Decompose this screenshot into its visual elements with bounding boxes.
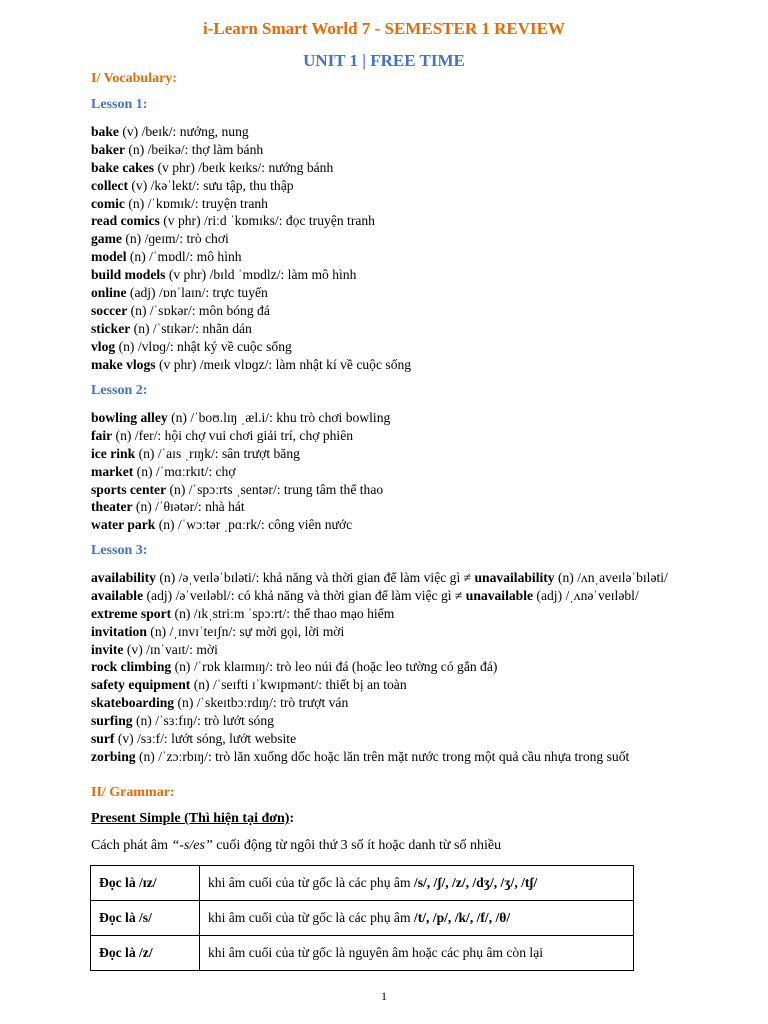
vocab-antonym: unavailable (465, 587, 534, 603)
vocab-word: sports center (91, 481, 167, 497)
vocab-definition: (n) /ˈsɜːfɪŋ/: trò lướt sóng (132, 713, 274, 729)
vocab-definition: (n) /ˈrɒk klaɪmɪŋ/: trò leo núi đá (hoặc leo tường có gắn đá) (171, 659, 498, 675)
vocab-entry (91, 516, 390, 534)
vocab-word: soccer (91, 302, 128, 318)
pronunciation-table (90, 865, 634, 971)
vocab-word: build models (91, 267, 166, 283)
vocab-word: make vlogs (91, 356, 156, 372)
vocab-word: bowling alley (91, 410, 168, 425)
vocab-entry (91, 409, 390, 427)
vocab-entry (91, 230, 411, 248)
vocab-antonym-definition: (adj) /ˌʌnəˈveɪləbl/ (533, 587, 639, 603)
table-cell-label: Đọc là /ɪz/ (91, 866, 200, 901)
lesson-2-heading: Lesson 2: (91, 383, 148, 398)
vocab-definition: (n) /ˈwɔːtər ˌpɑːrk/: công viên nước (155, 517, 353, 533)
vocab-entry (91, 730, 668, 748)
vocab-definition: (v) /kəˈlekt/: sưu tập, thu thập (127, 177, 294, 193)
vocab-definition: (n) /ˈspɔːrts ˌsentər/: trung tâm thể thao (166, 481, 384, 497)
vocab-word: sticker (91, 320, 131, 336)
vocab-definition: (n) /ˈboʊ.lɪŋ ˌæl.i/: khu trò chơi bowling (167, 410, 391, 425)
vocab-word: available (91, 587, 144, 603)
vocab-word: comic (91, 195, 125, 211)
vocab-word: fair (91, 427, 113, 443)
table-cell-label: Đọc là /s/ (91, 901, 200, 936)
vocab-word: safety equipment (91, 677, 191, 693)
vocab-word: read comics (91, 213, 160, 229)
vocab-entry (91, 266, 411, 284)
vocab-word: model (91, 249, 127, 265)
vocab-definition: (n) /ˈkɒmɪk/: truyện tranh (124, 195, 268, 211)
vocab-word: theater (91, 499, 133, 515)
unit-title: UNIT 1 | FREE TIME (303, 51, 465, 70)
table-cell-rule: khi âm cuối của từ gốc là các phụ âm /t/, /p/, /k/, /f/, /θ/ (200, 901, 634, 936)
vocab-word: water park (91, 517, 156, 533)
vocab-word: online (91, 285, 127, 301)
vocab-definition: (n) /ˈsɒkər/: môn bóng đá (127, 302, 270, 318)
vocab-entry (91, 569, 668, 587)
vocab-entry (91, 159, 411, 177)
vocab-entry (91, 463, 390, 481)
table-cell-rule: khi âm cuối của từ gốc là nguyên âm hoặc các phụ âm còn lại (200, 936, 634, 971)
vocab-entry (91, 498, 390, 516)
vocab-entry (91, 284, 411, 302)
vocab-entry (91, 195, 411, 213)
vocab-entry (91, 587, 668, 605)
vocab-entry (91, 445, 390, 463)
vocab-word: skateboarding (91, 695, 175, 711)
lesson-1-heading: Lesson 1: (91, 97, 148, 112)
vocab-entry (91, 356, 411, 374)
lesson-3-heading: Lesson 3: (91, 543, 148, 558)
vocab-definition: (v phr) /beɪk keɪks/: nướng bánh (154, 159, 334, 175)
lesson-2-word-list (91, 409, 390, 534)
vocab-word: bake (91, 124, 119, 139)
vocab-entry (91, 676, 668, 694)
grammar-description: Cách phát âm “-s/es” cuối động từ ngôi thứ 3 số ít hoặc danh từ số nhiều (91, 838, 502, 853)
vocab-word: collect (91, 177, 128, 193)
vocab-word: game (91, 231, 122, 247)
vocab-definition: (n) /ˌɪnvɪˈteɪʃn/: sự mời gọi, lời mời (146, 623, 345, 639)
vocab-word: invitation (91, 623, 147, 639)
vocab-word: zorbing (91, 748, 136, 764)
vocab-definition: (n) /ɡeɪm/: trò chơi (121, 231, 229, 247)
vocab-definition: (n) /vlɒɡ/: nhật ký về cuộc sống (115, 338, 292, 354)
vocab-entry (91, 212, 411, 230)
vocab-entry (91, 123, 411, 141)
vocab-definition: (v phr) /riːd ˈkɒmɪks/: đọc truyện tranh (159, 213, 375, 229)
vocab-entry (91, 641, 668, 659)
vocab-definition: (n) /ˈmɒdl/: mô hình (126, 249, 242, 265)
page-number: 1 (381, 989, 387, 1003)
vocab-definition: (n) /ˈmɑːrkɪt/: chợ (133, 463, 236, 479)
table-row (91, 936, 634, 971)
vocab-entry (91, 141, 411, 159)
grammar-topic-title: Present Simple (Thì hiện tại đơn) (91, 811, 290, 826)
document-title: i-Learn Smart World 7 - SEMESTER 1 REVIEW (203, 19, 565, 38)
vocab-entry (91, 481, 390, 499)
vocab-entry (91, 748, 668, 766)
vocab-antonym: unavailability (474, 570, 555, 585)
vocab-definition: (n) /ˈaɪs ˌrɪŋk/: sân trượt băng (135, 445, 300, 461)
vocab-definition: (v) /ɪnˈvaɪt/: mời (123, 641, 218, 657)
vocab-word: invite (91, 641, 124, 657)
vocab-entry (91, 302, 411, 320)
vocab-entry (91, 427, 390, 445)
vocab-word: rock climbing (91, 659, 172, 675)
vocab-entry (91, 623, 668, 641)
vocab-definition: (adj) /ɒnˈlaɪn/: trực tuyến (126, 285, 268, 301)
vocab-definition: (n) /ˈstɪkər/: nhãn dán (130, 320, 252, 336)
grammar-topic: Present Simple (Thì hiện tại đơn): (91, 811, 295, 826)
suffix-term: “-s/es” (171, 838, 213, 853)
vocab-definition: (n) /beikə/: thợ làm bánh (124, 141, 264, 157)
vocab-word: ice rink (91, 445, 136, 461)
vocab-word: surfing (91, 713, 133, 729)
table-cell-rule: khi âm cuối của từ gốc là các phụ âm /s/, /ʃ/, /z/, /dʒ/, /ʒ/, /tʃ/ (200, 866, 634, 901)
vocab-definition: (n) /ˈzɔːrbɪŋ/: trò lăn xuống dốc hoặc lăn trên mặt nước trong một quả cầu nhựa trong suốt (135, 748, 630, 764)
lesson-1-word-list (91, 123, 411, 373)
vocab-entry (91, 712, 668, 730)
vocab-definition: (v) /sɜːf/: lướt sóng, lướt website (114, 731, 297, 747)
vocab-entry (91, 320, 411, 338)
vocab-word: extreme sport (91, 605, 172, 621)
table-cell-label: Đọc là /z/ (91, 936, 200, 971)
vocab-word: market (91, 463, 134, 479)
vocab-definition: (v phr) /bɪld ˈmɒdlz/: làm mô hình (165, 267, 357, 283)
vocab-definition: (n) /ˈseɪfti ɪˈkwɪpmənt/: thiết bị an toàn (190, 677, 407, 693)
vocab-definition: (n) /əˌveɪləˈbɪləti/: khả năng và thời gian để làm việc gì ≠ (155, 570, 475, 585)
vocab-definition: (n) /ɪkˌstriːm ˈspɔːrt/: thể thao mạo hiểm (171, 605, 395, 621)
lesson-3-word-list (91, 569, 668, 766)
vocab-entry (91, 694, 668, 712)
vocab-definition: (n) /ˈθɪətər/: nhà hát (132, 499, 245, 515)
vocab-word: baker (91, 141, 125, 157)
vocab-word: availability (91, 570, 156, 585)
vocab-entry (91, 248, 411, 266)
vocabulary-heading: I/ Vocabulary: (91, 71, 177, 86)
vocab-definition: (v) /beɪk/: nướng, nung (118, 124, 249, 139)
vocab-antonym-definition: (n) /ʌnˌaveɪləˈbɪləti/ (554, 570, 668, 585)
vocab-word: vlog (91, 338, 116, 354)
vocab-definition: (n) /fer/: hội chợ vui chơi giải trí, chợ phiên (112, 427, 354, 443)
vocab-word: bake cakes (91, 159, 155, 175)
vocab-entry (91, 177, 411, 195)
vocab-definition: (n) /ˈskeɪtbɔːrdɪŋ/: trò trượt ván (174, 695, 349, 711)
vocab-entry (91, 605, 668, 623)
vocab-definition: (adj) /əˈveɪləbl/: có khả năng và thời gian để làm việc gì ≠ (143, 587, 466, 603)
grammar-heading: II/ Grammar: (91, 785, 175, 800)
table-row (91, 901, 634, 936)
vocab-entry (91, 338, 411, 356)
vocab-definition: (v phr) /meɪk vlɒɡz/: làm nhật kí về cuộc sống (155, 356, 412, 372)
table-row (91, 866, 634, 901)
vocab-word: surf (91, 731, 115, 747)
vocab-entry (91, 658, 668, 676)
